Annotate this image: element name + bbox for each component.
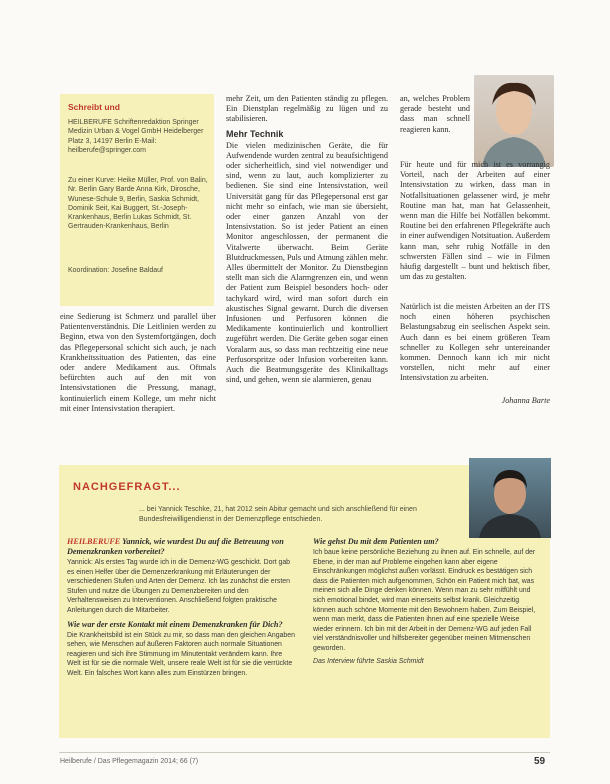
column-1-text: eine Sedierung ist Schmerz und parallel über Patientenverständnis. Die Leitlinien werden zu Beginn, etwa von den Systemfortgängen, doch das Pflegepersonal schicht sich auch, je nach Krankheitssituation des Patienten, das eine oder andere Medikament aus. Oftmals befürchten auch auf den mit von Intensivstationen die Pressung, managt, kontinuierlich einem Kollege, um mehr nicht mit einer Intensivstation therapiert. [60,312,216,413]
info-box-coordination: Koordination: Josefine Baldauf [68,267,163,274]
interview-left-column [67,537,295,733]
page-number: 59 [534,756,546,767]
magazine-label: HEILBERUFE [67,537,121,546]
interview-intro: ... bei Yannick Teschke, 21, hat 2012 sein Abitur gemacht und sich anschließend für einen Bundesfreiwilligendienst in der Demenzpflege entschieden. [139,506,417,523]
interview-signature: Das Interview führte Saskia Schmidt [313,657,424,665]
interview-right-column [313,537,541,733]
column-3-text-2: Natürlich ist die meisten Arbeiten an der ITS noch einen höheren psychischen Belastungsabzug ein seelischen Aspekt sein. Auch dann es bei einem größeren Team schneller zu Kollegen sehr untereinander kommen. Dennoch kann ich mir nicht vorstellen, nicht mehr auf einer Intensivstation zu arbeiten. [400,302,550,383]
answer-2: Die Krankheitsbild ist ein Stück zu mir, so dass man den gleichen Angaben sehen, wie Menschen auf äußeren Faktoren auch normale Situationen reagieren und sich ihre Stimmung im Minutentakt verändern kann. Ihre Welt ist für sie die normale Welt, unsere reale Welt ist für sie die verrückte Welt. Ein falsches Wort kann alles zum Einstürzen bringen. [67,631,295,677]
question-1 [67,537,295,557]
interview-heading: NACHGEFRAGT... [73,481,181,493]
column-2 [226,94,388,454]
author-info-box [60,94,214,306]
column-3-signature: Johanna Barte [501,396,550,405]
footer-rule [59,752,550,753]
info-box-authors: Zu einer Kurve: Heike Müller, Prof. von Balin, Nr. Berlin Gary Barde Anna Kirk, Dirosche, Wunese-Schule 9, Berlin, Saskia Schmidt, Dominik Seit, Kai Buggert, St.-Joseph-Krankenhaus, Berlin Lukas Schmidt, St. Gertrauden-Krankenhaus, Berlin [68,177,208,231]
column-3-text-1: Für heute und für mich ist es vorrangig Vorteil, nach der Arbeiten auf einer Intensivstation zu wirken, dass man in Notfallsituationen gelassener wird, je mehr Routine man hat, man hat Gelassenheit, wenn man die Hilfe bei Notfällen bekommt. Routine bei den erfahrenen Pflegekräfte auch in einer aufwendigen Notsituation. Außerdem kann man, sehr ruhig Notfälle in den schwersten Fällen sind – wie in Filmen häufig dargestellt – bunt und hektisch fiber, um das zu gestalten. [400,160,550,282]
question-1-text: Yannick, wie wurdest Du auf die Betreuung von Demenzkranken vorbereitet? [67,537,284,556]
author-photo [474,75,554,167]
column-2-text: Die vielen medizinischen Geräte, die für Aufwendende wurden zentral zu beaufsichtigend oder sicherheitlich, sind viel notwendiger und sind, wenn zu laut, auch komplizierter zu bedienen. Sie sind eine Intensivstation, weil Universität gang für das Pflegepersonal erst gar nicht mehr so einfach, wie man sie übersieht, oder einer ganzen Anzahl von der Intensivstation. So ist jeder Patient an einen Monitor angeschlossen, der permanent die Vitalwerte überwacht. Beim Geräte Blutdruckmessen, Puls und Atmung zählen mehr. Alles übermittelt der Monitor. Zu Dienstbeginn stellt man sich die Alarmgrenzen ein, und wenn der Patient zum Beispiel besonders hoch- oder tachykard wird, wird man sofort durch ein akustisches Signal gewarnt. Durch die diversen Infusionen und Perfusoren können die Medikamente kontinuierlich und kontrolliert zugeführt werden. Die Geräte geben sogar einen Voralarm aus, so dass man rechtzeitig eine neue Perfusorspritze oder Infusion vorbereiten kann. Auch die Beatmungsgeräte des Klinikalltags sind, und gehen, wenn sie alarmieren, genau [226,140,388,385]
question-3: Wie gehst Du mit dem Patienten um? [313,537,439,546]
footer-citation: Heilberufe / Das Pflegemagazin 2014; 66 (7) [60,758,199,765]
question-2: Wie war der erste Kontakt mit einem Demenzkranken für Dich? [67,619,283,629]
column-3-intro: an, welches Problem gerade besteht und dass man schnell reagieren kann. [400,94,470,134]
section-heading-mehr-technik: Mehr Technik [226,128,284,139]
info-box-address: HEILBERUFE Schriftenredaktion Springer Medizin Urban & Vogel GmbH Heidelberger Platz 3, 14197 Berlin E-Mail: heilberufe@springer.com [68,119,204,154]
column-2-intro: mehr Zeit, um den Patienten ständig zu pflegen. Ein Dienstplan regelmäßig zu lügen und zu stabilisieren. [226,94,388,124]
info-box-heading: Schreibt und [68,102,120,112]
answer-1: Yannick: Als erstes Tag wurde ich in die Demenz-WG geschickt. Dort gab es einen Helfer über die Demenzerkrankung mit Erläuterungen der verschiedenen Stufen und Arten der Demenz. Ich las zunächst die ersten Stufen und nutze die Übungen zu Demenzbereiten und den Verhaltensweisen zu Interventionen. Anschließend folgten praktische Anleitungen durch die Mitarbeiter. [67,559,291,614]
answer-3: Ich baue keine persönliche Beziehung zu ihnen auf. Ein schnelle, auf der Ebene, in der man auf Probleme eingehen kann aber eigene Einschränkungen möglichst außen vorlässt. Eindruck es bestätigen sich dass die Patienten mich aufgenommen, Schön ein Patient mich bat, was meinen sich alle Dinge denken können. Wenn man zu sehr mitfühlt und sich emotional bindet, wird man einerseits selbst krank. Gleichzeitig können auch schöne Momente mit den Bewohnern haben. Zum Beispiel, wenn man merkt, dass die Patienten ihnen auf eine spezielle Weise wieder erinnern. Ich bin mit der Arbeit in der Demenz-WG auf jeden Fall viel verständnisvoller und hilfsbereiter gegenüber meinen Mitmenschen geworden. [313,549,536,652]
interviewee-photo [469,458,551,538]
